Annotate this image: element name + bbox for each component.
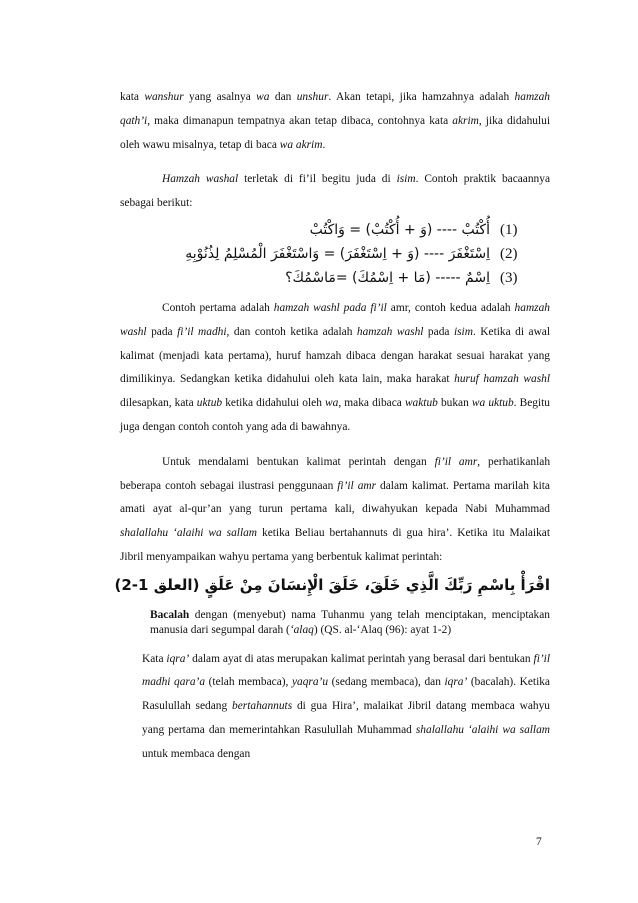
term: akrim: [452, 114, 479, 127]
term: hamzah washl pada fi’il: [273, 301, 387, 314]
text: , maka dibaca: [338, 397, 405, 410]
paragraph-fiil-amr: [120, 451, 550, 570]
text: amr, contoh kedua adalah: [386, 301, 515, 314]
term: shalallahu ‘alaihi wa sallam: [120, 527, 258, 540]
page-number: 7: [536, 836, 542, 848]
term: uktub: [196, 397, 223, 410]
example-number: (3): [500, 270, 518, 287]
term: hamzah washl: [120, 301, 550, 338]
arabic-examples: [120, 219, 550, 291]
text: Untuk mendalami bentukan kalimat perintah dengan: [162, 455, 435, 468]
term: yaqra’u: [291, 676, 329, 689]
term: fi’il madhi: [177, 325, 227, 338]
example-arabic: أُكْتُبْ ---- (وَ + أُكْتُبْ) = وَاكْتُبْ: [309, 222, 490, 239]
text: . Ketika di awal kalimat (menjadi kata pertama), huruf hamzah dibaca dengan harakat sesuai harakat yang dimilikinya. Sedangkan ketika didahului oleh kata lain, maka harakat: [120, 325, 551, 386]
text: untuk membaca dengan: [142, 747, 251, 760]
text: ketika Beliau bertahannuts di gua hira’. Ketika itu Malaikat Jibril menyampaikan wahyu pertama yang berbentuk kalimat perintah:: [120, 527, 551, 563]
text: pada: [146, 325, 178, 338]
text: ketika didahului oleh: [222, 397, 326, 410]
text: dalam ayat di atas merupakan kalimat perintah yang berasal dari bentukan: [189, 652, 534, 665]
text: yang asalnya: [183, 91, 257, 103]
verse-translation: [150, 608, 550, 638]
text: .: [322, 138, 326, 151]
term: wa: [325, 397, 339, 410]
text: Contoh pertama adalah: [162, 301, 274, 314]
example-number: (1): [500, 222, 518, 239]
paragraph-hamzah-washal: [120, 168, 550, 216]
term: hamzah washl: [356, 325, 424, 338]
term: isim: [453, 325, 473, 338]
text: kata: [120, 91, 145, 103]
term: waktub: [404, 397, 438, 410]
term: unshur: [296, 91, 329, 103]
text: Kata: [142, 652, 167, 665]
page-body: [114, 86, 551, 767]
translation-lead: Bacalah: [150, 608, 190, 621]
text: dan: [269, 91, 297, 103]
example-row: [120, 267, 550, 291]
term: wanshur: [144, 91, 184, 103]
text: . Contoh praktik bacaannya sebagai berikut:: [120, 173, 550, 210]
example-arabic: اِسْمٌ ----- (مَا + اِسْمُكَ) =مَاسْمُكَ؟: [285, 270, 490, 287]
text: dalam kalimat. Pertama marilah kita amati ayat al-qur’an yang turun pertama kali, diwahyukan kepada Nabi Muhammad: [120, 479, 550, 516]
text: (sedang membaca), dan: [328, 676, 445, 689]
term: huruf hamzah washl: [454, 373, 550, 386]
text: terletak di fi’il begitu juda di: [238, 173, 397, 186]
text: , maka dimanapun tempatnya akan tetap dibaca, contohnya kata: [147, 114, 453, 127]
term: fi’il amr: [337, 479, 377, 492]
term: ‘alaq: [289, 623, 314, 636]
text: (bacalah). Ketika Rasulullah sedang: [142, 676, 550, 713]
paragraph-hamzah-qathi: [120, 86, 550, 157]
text: bukan: [437, 397, 472, 410]
text: ) (QS. al-‘Alaq (96): ayat 1-2): [313, 623, 452, 636]
example-number: (2): [500, 246, 518, 263]
term: shalallahu ‘alaihi wa sallam: [415, 723, 551, 736]
example-row: [120, 243, 550, 267]
text: . Akan tetapi, jika hamzahnya adalah: [328, 91, 515, 103]
paragraph-iqra: [142, 648, 550, 767]
paragraph-explanation: [120, 297, 550, 440]
text: , dan contoh ketika adalah: [226, 325, 357, 338]
term: isim: [396, 173, 416, 186]
example-row: [120, 219, 550, 243]
text: di gua Hira’, malaikat Jibril datang membaca wahyu yang pertama dan memerintahkan Rasulullah Muhammad: [142, 700, 550, 736]
term: bertahannuts: [232, 700, 293, 713]
term: iqra’: [166, 652, 190, 665]
text: pada: [423, 325, 454, 338]
term: wa: [256, 91, 270, 103]
term: fi’il madhi qara’a: [142, 652, 550, 689]
text: dilesapkan, kata: [120, 397, 197, 410]
term: wa akrim: [279, 138, 323, 151]
text: . Begitu juga dengan contoh contoh yang ada di bawahnya.: [120, 397, 550, 433]
text: dengan (menyebut) nama Tuhanmu yang telah menciptakan, menciptakan manusia dari segumpal darah (: [150, 608, 550, 636]
term: hamzah qath’i: [120, 91, 550, 127]
text: , perhatikanlah beberapa contoh sebagai ilustrasi penggunaan: [120, 455, 551, 492]
text: (telah membaca),: [205, 676, 292, 689]
text: , jika didahului oleh wawu misalnya, tetap di baca: [120, 114, 551, 151]
term: iqra’: [444, 676, 468, 689]
quran-verse: اقْرَأْ بِاسْمِ رَبِّكَ الَّذِي خَلَقَ، خَلَقَ الْإِنسَانَ مِنْ عَلَقٍ (العلق 1-2): [114, 575, 550, 594]
example-arabic: اِسْتَغْفَرَ ---- (وَ + اِسْتَغْفَرَ) = وَاسْتَغْفَرَ الْمُسْلِمُ لِذُنُوْبِهِ: [185, 246, 490, 263]
term: wa uktub: [471, 397, 514, 410]
term: fi’il amr: [434, 455, 478, 468]
term: Hamzah washal: [162, 173, 239, 186]
